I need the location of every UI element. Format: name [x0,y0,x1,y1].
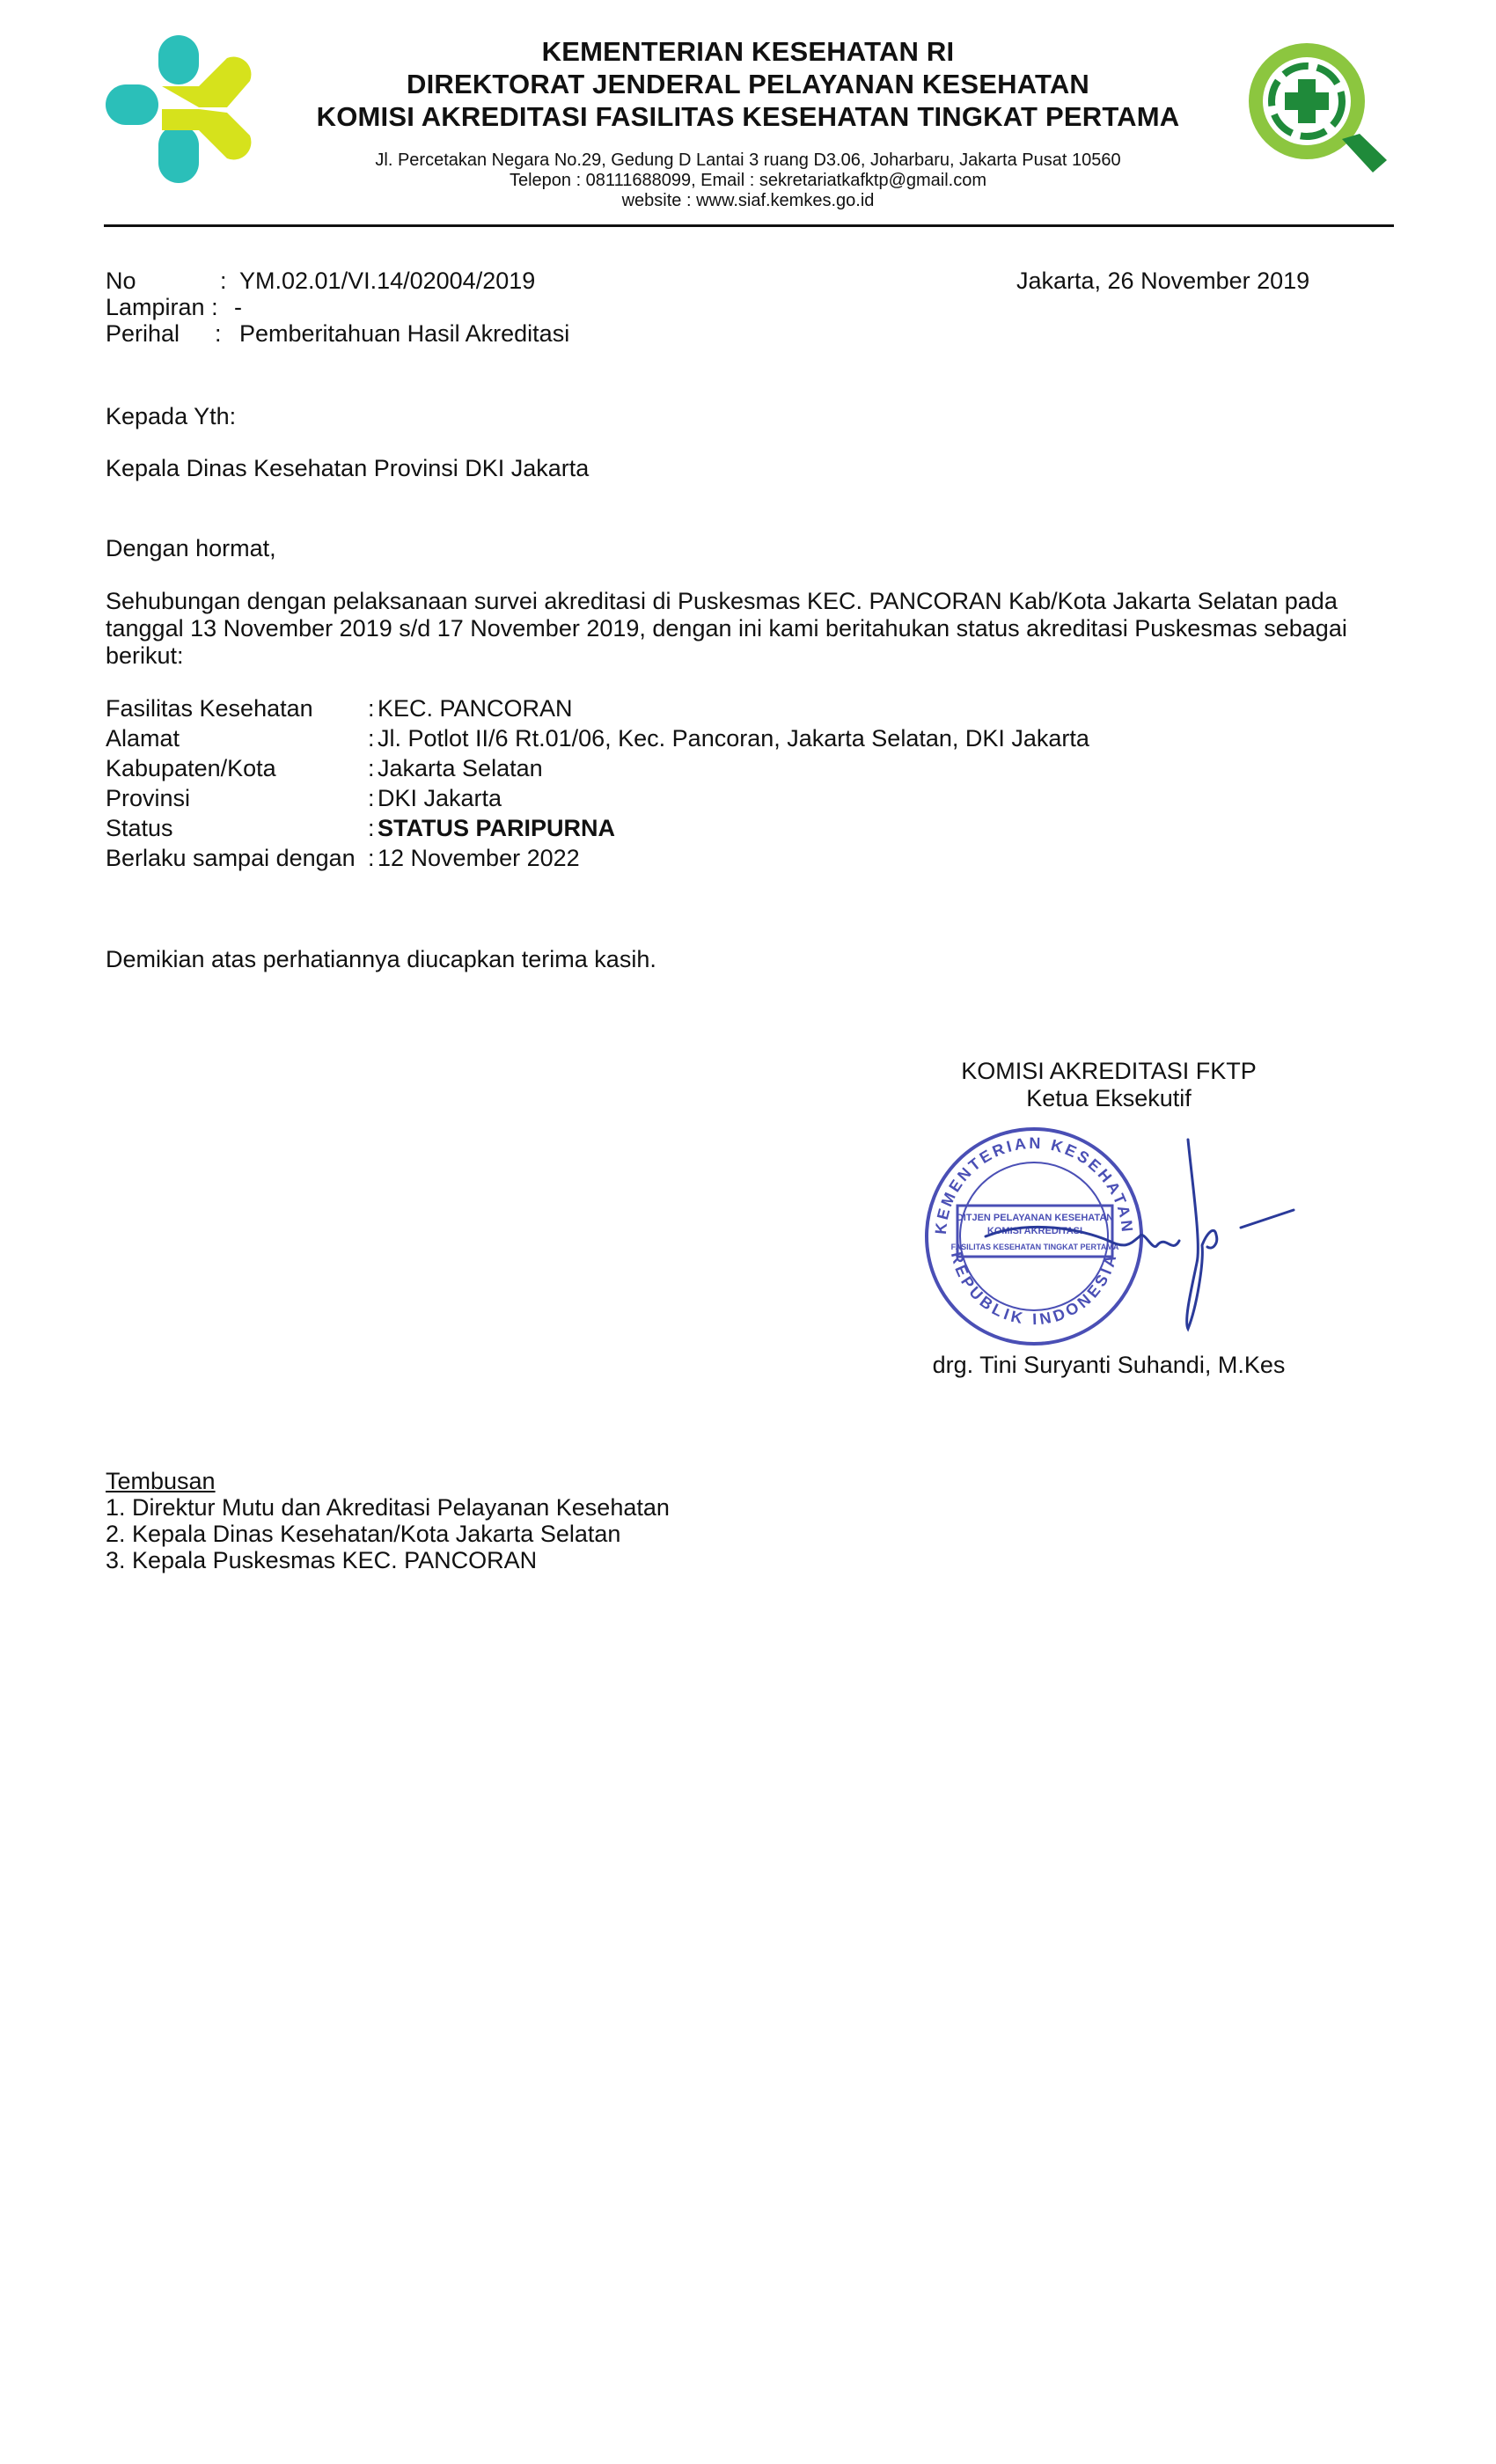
header-phone: Telepon : 08111688099, Email : sekretariatkafktp@gmail.com [509,171,987,190]
header-website: website : www.siaf.kemkes.go.id [621,191,875,210]
recipient-name: Kepala Dinas Kesehatan Provinsi DKI Jakarta [106,455,590,481]
detail-sep: : [368,695,375,722]
stamp-mid-line-3: FASILITAS KESEHATAN TINGKAT PERTAMA [950,1243,1119,1251]
closing-sentence: Demikian atas perhatiannya diucapkan terima kasih. [106,946,656,972]
header-commission: KOMISI AKREDITASI FASILITAS KESEHATAN TINGKAT PERTAMA [316,101,1180,132]
header-address: Jl. Percetakan Negara No.29, Gedung D Lantai 3 ruang D3.06, Joharbaru, Jakarta Pusat 10560 [375,150,1121,170]
letter-number-sep: : [220,268,227,294]
subject-label: Perihal [106,320,180,347]
logo-cross-horizontal [1285,92,1329,110]
stamp-mid-line-1: DITJEN PELAYANAN KESEHATAN [956,1213,1114,1223]
header-ministry: KEMENTERIAN KESEHATAN RI [541,36,955,67]
stamp-bottom-text: REPUBLIK INDONESIA [947,1250,1121,1329]
cc-title: Tembusan [106,1468,216,1494]
logo-petal-bottom [158,125,199,183]
logo-magnifier-handle [1342,134,1387,172]
letter-date: Jakarta, 26 November 2019 [1016,268,1310,294]
detail-label: Berlaku sampai dengan [106,845,356,871]
body-paragraph-line-2: tanggal 13 November 2019 s/d 17 November 2019, dengan ini kami beritahukan status akreditasi Puskesmas sebagai [106,615,1347,642]
greeting: Dengan hormat, [106,535,276,561]
subject-sep: : [215,320,222,347]
detail-sep: : [368,785,375,811]
detail-sep: : [368,845,375,871]
kemenkes-logo [104,33,252,185]
signatory-org: KOMISI AKREDITASI FKTP [961,1058,1257,1084]
handwritten-signature [977,1131,1311,1342]
signature-stroke-tail [1241,1210,1294,1228]
detail-label: Status [106,815,173,841]
detail-sep: : [368,725,375,752]
detail-value: Jakarta Selatan [378,755,543,781]
detail-label: Provinsi [106,785,191,811]
detail-value: DKI Jakarta [378,785,502,811]
cc-item: 1. Direktur Mutu dan Akreditasi Pelayanan Kesehatan [106,1494,670,1521]
detail-label: Kabupaten/Kota [106,755,276,781]
attachment-value: - [234,294,242,320]
status-value: STATUS PARIPURNA [378,815,615,841]
detail-value: KEC. PANCORAN [378,695,573,722]
cc-item: 3. Kepala Puskesmas KEC. PANCORAN [106,1547,538,1573]
detail-label: Fasilitas Kesehatan [106,695,313,722]
detail-sep: : [368,815,375,841]
signature-stroke-main [986,1227,1179,1246]
letter-number-value: YM.02.01/VI.14/02004/2019 [239,268,536,294]
detail-value: 12 November 2022 [378,845,580,871]
logo-petal-top [158,35,199,84]
body-paragraph-line-1: Sehubungan dengan pelaksanaan survei akreditasi di Puskesmas KEC. PANCORAN Kab/Kota Jakarta Selatan pada [106,588,1338,614]
signatory-name: drg. Tini Suryanti Suhandi, M.Kes [932,1352,1286,1378]
detail-label: Alamat [106,725,180,752]
header-directorate: DIREKTORAT JENDERAL PELAYANAN KESEHATAN [406,69,1090,99]
stamp-top-text: KEMENTERIAN KESEHATAN [931,1133,1137,1236]
attachment-label: Lampiran : [106,294,218,320]
detail-sep: : [368,755,375,781]
body-paragraph-line-3: berikut: [106,642,184,669]
stamp-mid-line-2: KOMISI AKREDITASI [986,1226,1083,1236]
cc-item: 2. Kepala Dinas Kesehatan/Kota Jakarta Selatan [106,1521,621,1547]
subject-value: Pemberitahuan Hasil Akreditasi [239,320,570,347]
signature-stroke-loop [1187,1140,1217,1329]
recipient-intro: Kepada Yth: [106,403,237,429]
signatory-role: Ketua Eksekutif [1026,1085,1192,1111]
detail-value: Jl. Potlot II/6 Rt.01/06, Kec. Pancoran, Jakarta Selatan, DKI Jakarta [378,725,1089,752]
akreditasi-logo [1241,35,1390,174]
letter-number-label: No [106,268,136,294]
header-divider [104,224,1394,227]
logo-petal-left [106,84,158,125]
